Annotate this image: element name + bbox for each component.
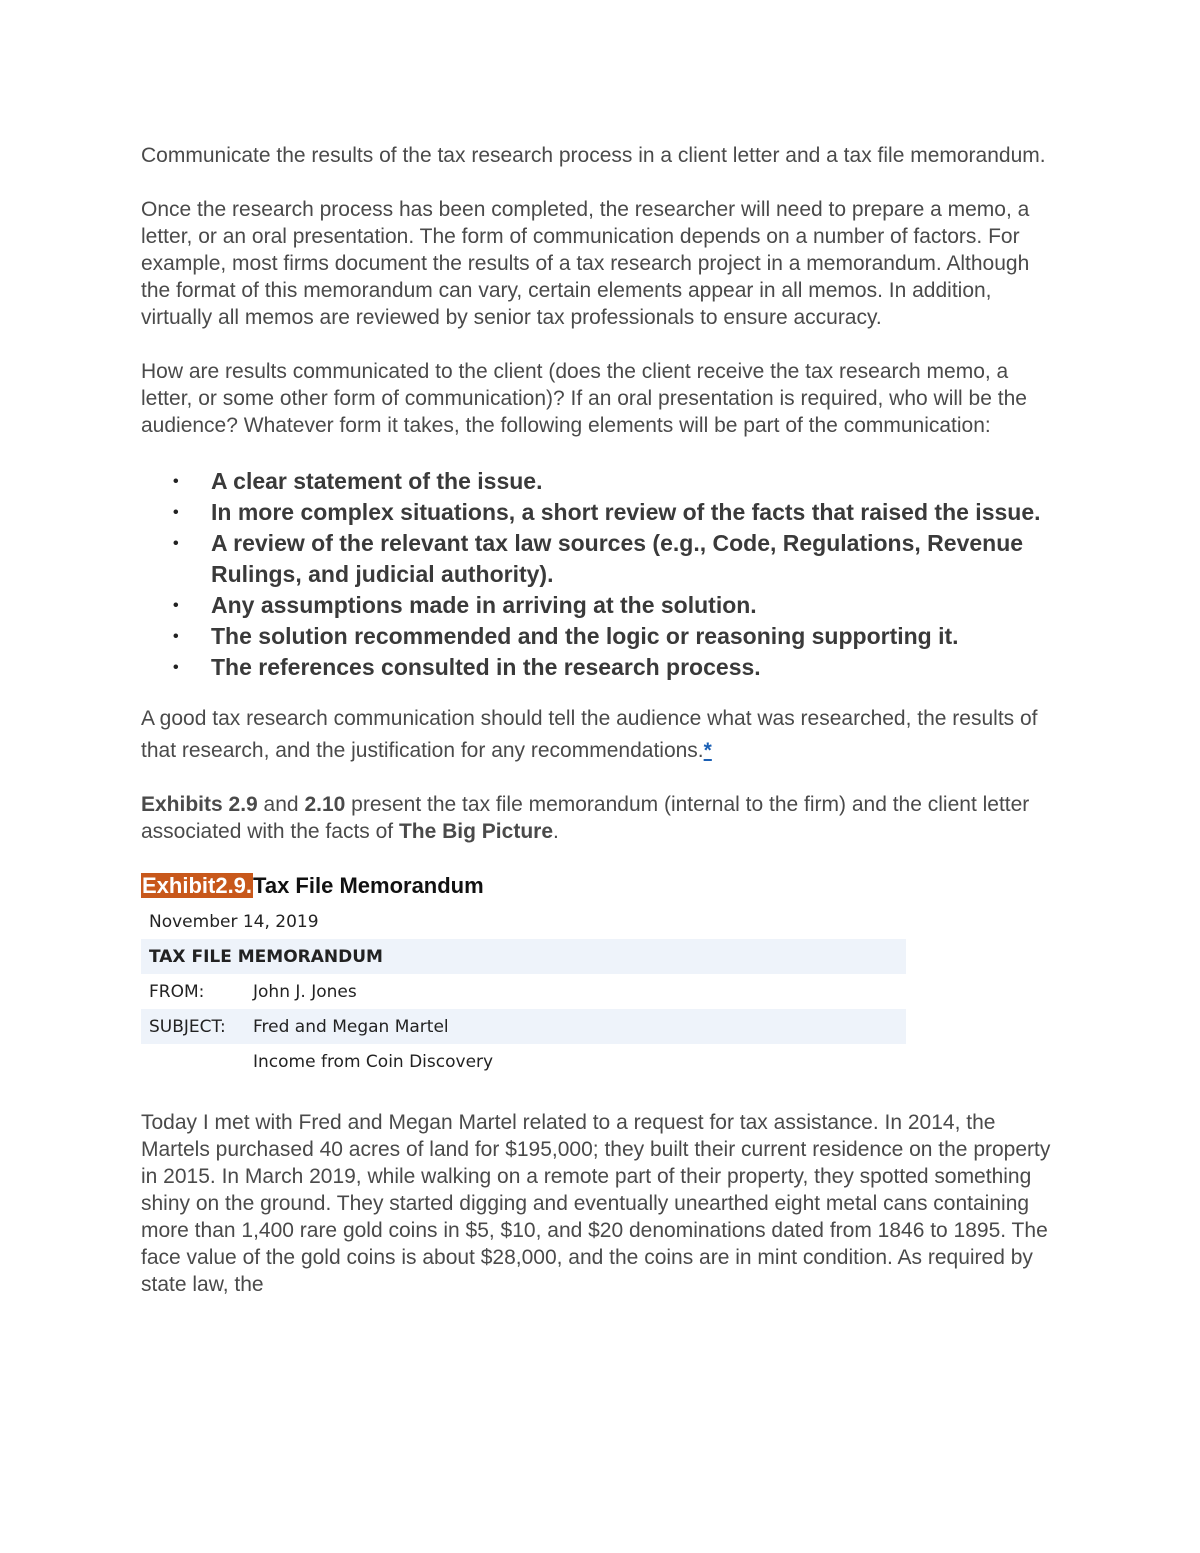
exhibits-paragraph: Exhibits 2.9 and 2.10 present the tax file memorandum (internal to the firm) and the client letter associated with the facts of The Big Picture. [141,793,1030,843]
memo-table [141,904,906,1079]
communication-question-paragraph: How are results communicated to the client (does the client receive the tax research memo, a letter, or some other form of communication)? If an oral presentation is required, who will be the audience? Whatever form it takes, the following elements will be part of the communication: [141,360,1027,437]
list-item: • A review of the relevant tax law sources (e.g., Code, Regulations, Revenue Rulings, and judicial authority). [173,530,1024,587]
summary-paragraph: A good tax research communication should tell the audience what was researched, the results of that research, and the justification for any recommendations.* [141,707,1038,762]
from-value: John J. Jones [253,981,357,1002]
bullet-icon: • [173,504,179,521]
memo-subject-row [141,1009,906,1044]
list-item: • The solution recommended and the logic or reasoning supporting it. [211,621,1061,652]
list-item: • The references consulted in the research process. [211,652,1061,683]
bullet-icon: • [173,473,179,490]
exhibit-heading [141,872,1061,900]
subject-value: Fred and Megan Martel [253,1016,449,1037]
list-item: • In more complex situations, a short review of the facts that raised the issue. [211,497,1061,528]
memo-heading-row [141,939,906,974]
from-label: FROM: [149,981,205,1002]
document-page [141,142,1061,1298]
bullet-icon: • [173,535,179,552]
memo-subject-continued-row [141,1044,906,1079]
intro-paragraph: Communicate the results of the tax research process in a client letter and a tax file memorandum. [141,144,1046,167]
footnote-link[interactable]: * [703,739,712,762]
bullet-icon: • [173,597,179,614]
list-item: • Any assumptions made in arriving at the solution. [211,590,1061,621]
bullet-icon: • [173,659,179,676]
exhibit-title: Tax File Memorandum [253,873,484,898]
subject-value-2: Income from Coin Discovery [253,1051,494,1072]
memo-body-paragraph: Today I met with Fred and Megan Martel related to a request for tax assistance. In 2014, the Martels purchased 40 acres of land for $195,000; they built their current residence on the property in 2015. In March 2019, while walking on a remote part of their property, they spotted something shiny on the ground. They started digging and eventually unearthed eight metal cans containing more than 1,400 rare gold coins in $5, $10, and $20 denominations dated from 1846 to 1895. The face value of the gold coins is about $28,000, and the coins are in mint condition. As required by state law, the [141,1111,1051,1296]
subject-label: SUBJECT: [149,1016,226,1037]
bullet-icon: • [173,628,179,645]
exhibit-label: Exhibit2.9. [142,873,253,898]
memo-heading: TAX FILE MEMORANDUM [149,946,383,967]
memo-date-row [141,904,906,939]
memo-date: November 14, 2019 [149,911,319,932]
memo-from-row [141,974,906,1009]
list-item: • A clear statement of the issue. [211,466,1061,497]
research-process-paragraph: Once the research process has been completed, the researcher will need to prepare a memo, a letter, or an oral presentation. The form of communication depends on a number of factors. For example, most firms document the results of a tax research project in a memorandum. Although the format of this memorandum can vary, certain elements appear in all memos. In addition, virtually all memos are reviewed by senior tax professionals to ensure accuracy. [141,198,1030,329]
communication-elements-list [141,466,1061,683]
